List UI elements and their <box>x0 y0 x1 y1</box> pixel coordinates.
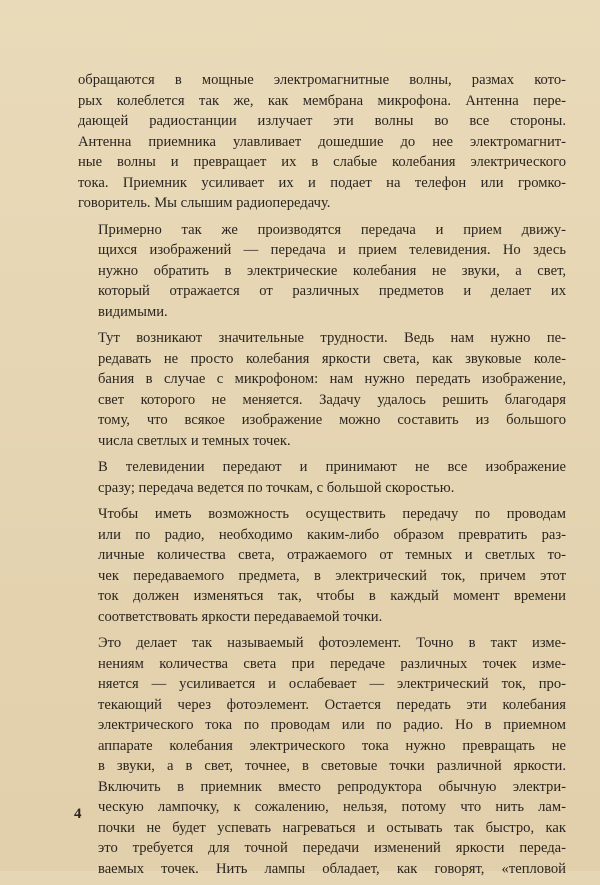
text-line: чек передаваемого предмета, в электрический ток, причем этот <box>98 567 566 584</box>
text-line: ные волны и превращает их в слабые колебания электрического <box>78 154 566 170</box>
text-line: обращаются в мощные электромагнитные волны, размах кото- <box>78 72 566 88</box>
text-line: ток должен изменяться так, чтобы в каждый момент времени <box>98 588 566 604</box>
text-line: Включить в приемник вместо репродуктора обычную электри- <box>98 778 566 795</box>
text-line: щихся изображений — передача и прием телевидения. Но здесь <box>98 242 566 258</box>
text-line: числа светлых и темных точек. <box>98 432 291 449</box>
text-line: тому, что всякое изображение можно составить из большого <box>98 412 566 428</box>
text-line: видимыми. <box>98 303 168 320</box>
paragraph <box>78 633 566 879</box>
text-line: Тут возникают значительные трудности. Ведь нам нужно пе- <box>98 330 566 346</box>
text-line: это требуется для точной передачи изменений яркости переда- <box>98 840 566 856</box>
text-line: нениям количества света при передаче различных точек изме- <box>98 655 566 672</box>
text-line: бания в случае с микрофоном: нам нужно передать изображение, <box>98 371 566 387</box>
text-line: аппарате колебания электрического тока нужно превращать не <box>98 737 566 754</box>
text-line: Чтобы иметь возможность осуществить передачу по проводам <box>98 506 566 522</box>
text-line: ваемых точек. Нить лампы обладает, как говорят, «тепловой <box>98 860 566 877</box>
text-line: тока. Приемник усиливает их и подает на телефон или громко- <box>78 174 566 191</box>
text-line: электрического тока по проводам или по радио. Но в приемном <box>98 717 566 733</box>
text-line: редавать не просто колебания яркости света, как звуковые коле- <box>98 350 566 367</box>
text-line: В телевидении передают и принимают не все изображение <box>98 459 566 475</box>
paragraph <box>78 220 566 323</box>
text-line: личные количества света, отражаемого от темных и светлых то- <box>98 547 566 563</box>
text-line: соответствовать яркости передаваемой точки. <box>98 608 383 625</box>
text-line: ческую лампочку, к сожалению, нельзя, потому что нить лам- <box>98 799 566 815</box>
text-line: свет которого не меняется. Задачу удалось решить благодаря <box>98 391 566 408</box>
text-line: Антенна приемника улавливает дошедшие до нее электромагнит- <box>78 133 566 150</box>
text-line: Примерно так же производятся передача и прием движу- <box>98 221 566 238</box>
text-line: говоритель. Мы слышим радиопередачу. <box>78 195 331 211</box>
text-line: дающей радиостанции излучает эти волны во все стороны. <box>78 113 566 129</box>
text-line: нужно обратить в электрические колебания не звуки, а свет, <box>98 262 566 279</box>
text-line: Это делает так называемый фотоэлемент. Точно в такт изме- <box>98 635 566 651</box>
text-line: сразу; передача ведется по точкам, с большой скоростью. <box>98 479 455 496</box>
paragraph <box>78 70 566 214</box>
text-line: текающий через фотоэлемент. Остается передать эти колебания <box>98 696 566 713</box>
paragraph <box>78 457 566 498</box>
text-line: который отражается от различных предметов и делает их <box>98 283 566 299</box>
page-text <box>78 70 566 885</box>
text-line: рых колеблется так же, как мембрана микрофона. Антенна пере- <box>78 92 566 109</box>
paragraph <box>78 504 566 627</box>
text-line: или по радио, необходимо каким-либо образом превратить раз- <box>98 526 566 543</box>
text-line: почки не будет успевать нагреваться и остывать так быстро, как <box>98 819 566 836</box>
page-number: 4 <box>74 806 82 822</box>
paragraph <box>78 328 566 451</box>
text-line: в звуки, а в свет, точнее, в световые точки различной яркости. <box>98 758 566 774</box>
text-line: няется — усиливается и ослабевает — электрический ток, про- <box>98 676 566 692</box>
